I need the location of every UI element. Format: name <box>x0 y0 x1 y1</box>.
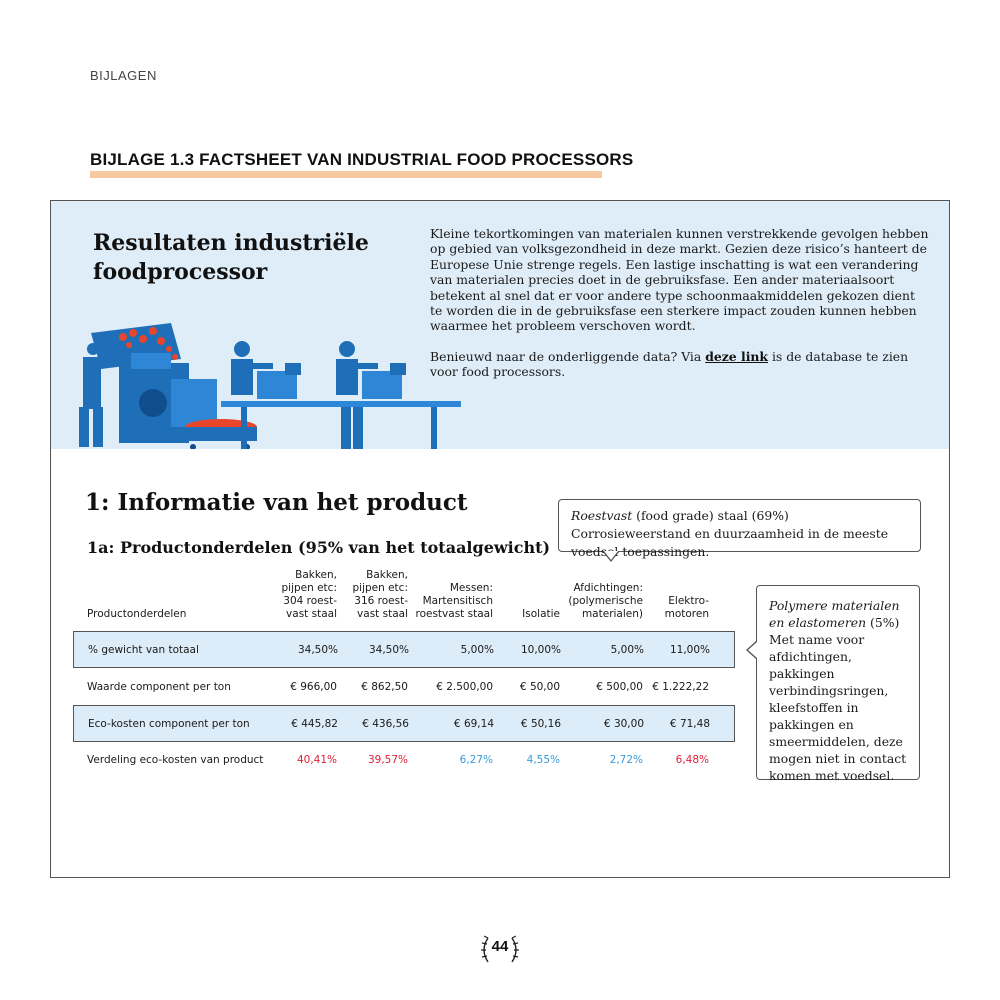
callout-stainless-steel <box>558 499 921 559</box>
page-number <box>478 930 522 970</box>
table-cell: 39,57% <box>367 753 408 766</box>
row-label: Eco-kosten component per ton <box>88 717 250 730</box>
section-label: BIJLAGEN <box>90 68 157 83</box>
heading-underline <box>90 171 602 178</box>
hero-paragraph-2 <box>430 349 930 380</box>
table-cell: 34,50% <box>368 643 409 656</box>
callout-polymers <box>756 585 920 783</box>
row-label: % gewicht van totaal <box>88 643 199 656</box>
hero-title-line2: foodprocessor <box>93 259 268 285</box>
hero-paragraph-2-prefix: Benieuwd naar de onderliggende data? Via <box>430 348 706 364</box>
callout-side-italic-line2: en elastomeren (5%) <box>769 615 900 630</box>
table-cell: 6,27% <box>459 753 493 766</box>
callout-top-tail-fill <box>604 551 618 560</box>
column-header-line: Bakken, <box>295 569 337 581</box>
column-header-line: Afdichtingen: <box>573 582 643 594</box>
hero-body <box>430 226 930 395</box>
column-header-line: Isolatie <box>522 608 560 620</box>
column-header-line: vast staal <box>357 608 408 620</box>
table-cell: € 2.500,00 <box>436 680 493 693</box>
column-header-line: pijpen etc: <box>352 582 408 594</box>
table-cell: 34,50% <box>297 643 338 656</box>
table-cell: € 436,56 <box>362 717 409 730</box>
factsheet-frame <box>50 200 950 878</box>
section-1a-title: 1a: Productonderdelen (95% van het totaalgewicht) <box>87 538 551 557</box>
table-row <box>73 668 735 705</box>
callout-side-tail-fill <box>748 642 757 658</box>
table-header-row <box>73 561 735 625</box>
database-link[interactable]: deze link <box>705 348 769 364</box>
table-cell: € 445,82 <box>291 717 338 730</box>
column-header-line: Bakken, <box>366 569 408 581</box>
table-row <box>73 705 735 742</box>
table-row <box>73 741 735 778</box>
table-cell: 2,72% <box>609 753 643 766</box>
callout-top-text: (food grade) staal (69%) Corrosieweerstand en duurzaamheid in de meeste voedsel toepassingen. <box>571 508 889 559</box>
page-number-text: 44 <box>491 938 509 955</box>
table-cell: € 50,16 <box>520 717 561 730</box>
row-label: Waarde component per ton <box>87 680 231 693</box>
callout-side-text: Met name voor afdichtingen, pakkingen verbindingsringen, kleefstoffen in pakkingen en smeermiddelen, deze mogen niet in contact komen met voedsel. <box>769 632 907 783</box>
table-cell: € 500,00 <box>596 680 643 693</box>
hero-paragraph-2-suffix: is de database te zien voor food processors. <box>430 348 909 380</box>
callout-top-italic: Roestvast <box>571 508 633 523</box>
table-cell: € 1.222,22 <box>652 680 709 693</box>
hero-panel <box>51 201 949 449</box>
column-header-line: pijpen etc: <box>281 582 337 594</box>
table-cell: € 862,50 <box>361 680 408 693</box>
table-column-header <box>609 561 709 625</box>
hero-paragraph-1: Kleine tekortkomingen van materialen kunnen verstrekkende gevolgen hebben op gebied van volksgezondheid in deze markt. Gezien deze risico’s hanteert de Europese Unie strenge regels. Een lastige inschatting is wat een verandering van materialen precies doet in de gebruiksfase. Een ander materiaalsoort betekent al snel dat er voor andere type schoonmaakmiddelen gekozen dient te worden die in de gebruiksfase een sterkere impact zouden kunnen hebben waarmee het probleem verschoven wordt. <box>430 226 929 334</box>
table-cell: 5,00% <box>460 643 494 656</box>
table-cell: 40,41% <box>296 753 337 766</box>
column-header-line: Elektro- <box>668 595 709 607</box>
page-heading: BIJLAGE 1.3 FACTSHEET VAN INDUSTRIAL FOOD PROCESSORS <box>90 150 634 169</box>
table-cell: 6,48% <box>675 753 709 766</box>
column-header-line: materialen) <box>581 608 643 620</box>
column-header-line: (polymerische <box>568 595 643 607</box>
column-header-line: roestvast staal <box>415 608 493 620</box>
column-header-line: 316 roest- <box>354 595 408 607</box>
table-header-label: Productonderdelen <box>87 608 187 620</box>
table-cell: 4,55% <box>526 753 560 766</box>
row-label: Verdeling eco-kosten van product <box>87 753 264 766</box>
hero-title-line1: Resultaten industriële <box>93 230 369 256</box>
column-header-line: Messen: <box>449 582 493 594</box>
column-header-line: 304 roest- <box>283 595 337 607</box>
hero-title <box>93 229 413 287</box>
callout-side-italic-line1: Polymere materialen <box>769 598 900 613</box>
table-row <box>73 631 735 668</box>
table-cell: € 69,14 <box>453 717 494 730</box>
column-header-line: vast staal <box>286 608 337 620</box>
table-cell: € 50,00 <box>519 680 560 693</box>
table-cell: € 30,00 <box>603 717 644 730</box>
table-cell: € 966,00 <box>290 680 337 693</box>
column-header-text <box>665 595 709 621</box>
column-header-line: Martensitisch <box>422 595 493 607</box>
table-cell: 5,00% <box>610 643 644 656</box>
column-header-line: motoren <box>664 608 709 620</box>
table-cell: 11,00% <box>669 643 710 656</box>
section-1-title: 1: Informatie van het product <box>85 489 468 516</box>
table-cell: 10,00% <box>520 643 561 656</box>
table-cell: € 71,48 <box>669 717 710 730</box>
factory-workers-illustration <box>71 319 471 449</box>
